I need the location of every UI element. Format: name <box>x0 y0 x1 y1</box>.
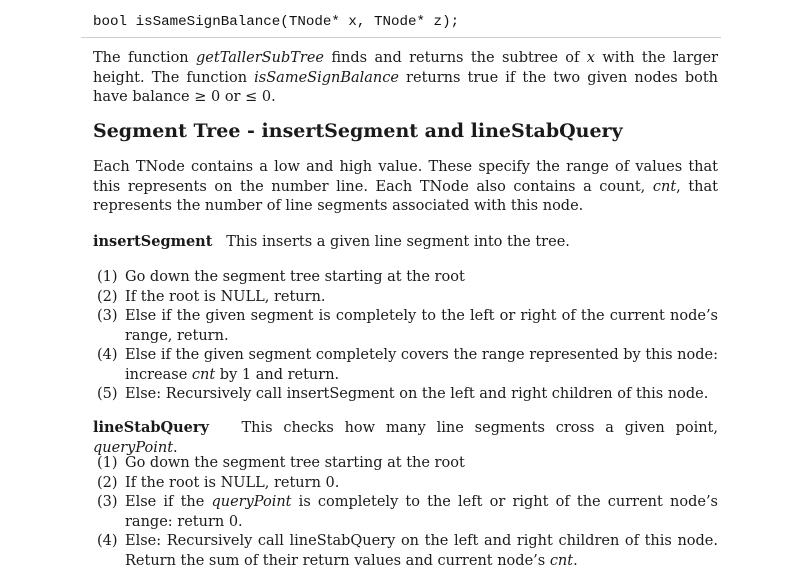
list-item <box>93 454 718 474</box>
insert-heading <box>93 232 718 253</box>
insert-description: This inserts a given line segment into the tree. <box>226 234 570 250</box>
stab-description: This checks how many line segments cross a given point, <box>241 420 718 436</box>
insert-title: insertSegment <box>93 233 213 250</box>
query-point-variable: queryPoint <box>211 494 292 510</box>
list-item <box>93 493 718 532</box>
function-name: isSameSignBalance <box>254 69 399 86</box>
step-text: Else if the <box>125 494 212 510</box>
description-text: , that represents the number of line segments associated with this node. <box>93 178 718 214</box>
stab-title: lineStabQuery <box>93 419 209 436</box>
stab-heading <box>93 418 718 458</box>
step-number: (1) <box>97 455 118 471</box>
stab-description: . <box>173 439 178 456</box>
list-item <box>93 268 718 288</box>
step-number: (4) <box>97 533 118 549</box>
section-title: Segment Tree - insertSegment and lineStabQuery <box>93 120 623 142</box>
intro-paragraph <box>93 49 718 108</box>
code-signature: bool isSameSignBalance(TNode* x, TNode* z); <box>93 14 460 30</box>
list-item <box>93 307 718 346</box>
step-text: Else: Recursively call lineStabQuery on the left and right children of this node. Return the sum of their return values and current node’s <box>125 533 718 569</box>
step-text: Go down the segment tree starting at the root <box>125 455 465 471</box>
step-text: If the root is NULL, return 0. <box>125 474 340 491</box>
description-paragraph <box>93 158 718 217</box>
variable-x: x <box>586 50 595 66</box>
step-number: (3) <box>97 494 118 510</box>
cnt-variable: cnt <box>652 178 677 195</box>
cnt-variable: cnt <box>549 552 574 569</box>
step-number: (3) <box>97 308 118 324</box>
function-name: getTallerSubTree <box>196 50 325 66</box>
step-text: Else if the given segment completely covers the range represented by this node: increase <box>125 347 718 383</box>
step-number: (5) <box>97 386 118 402</box>
step-text: by 1 and return. <box>215 366 340 383</box>
list-item <box>93 346 718 385</box>
cnt-variable: cnt <box>191 366 216 383</box>
query-point-variable: queryPoint <box>93 439 174 456</box>
step-text: Go down the segment tree starting at the root <box>125 269 465 285</box>
list-item <box>93 288 718 308</box>
step-text: is completely to the left or right of the current node’s range: return 0. <box>125 494 718 530</box>
step-text: . <box>573 552 578 569</box>
step-text: Else: Recursively call insertSegment on the left and right children of this node. <box>125 386 709 402</box>
step-number: (4) <box>97 347 118 363</box>
step-text: Else if the given segment is completely to the left or right of the current node’s range, return. <box>125 308 718 344</box>
list-item <box>93 385 718 405</box>
insert-steps <box>93 268 718 405</box>
intro-text: finds and returns the subtree of <box>324 50 587 66</box>
step-number: (1) <box>97 269 118 285</box>
intro-text: returns true if the two given nodes both have balance ≥ 0 or ≤ 0. <box>93 69 718 105</box>
intro-text: with the larger height. The function <box>93 50 719 86</box>
step-text: If the root is NULL, return. <box>125 288 326 305</box>
list-item <box>93 474 718 494</box>
step-number: (2) <box>97 474 118 491</box>
stab-steps <box>93 454 718 571</box>
divider <box>81 37 721 38</box>
intro-text: The function <box>93 50 197 66</box>
step-number: (2) <box>97 288 118 305</box>
list-item <box>93 532 718 571</box>
description-text: Each TNode contains a low and high value. These specify the range of values that this represents on the number line. Each TNode also contains a count, <box>93 159 718 195</box>
